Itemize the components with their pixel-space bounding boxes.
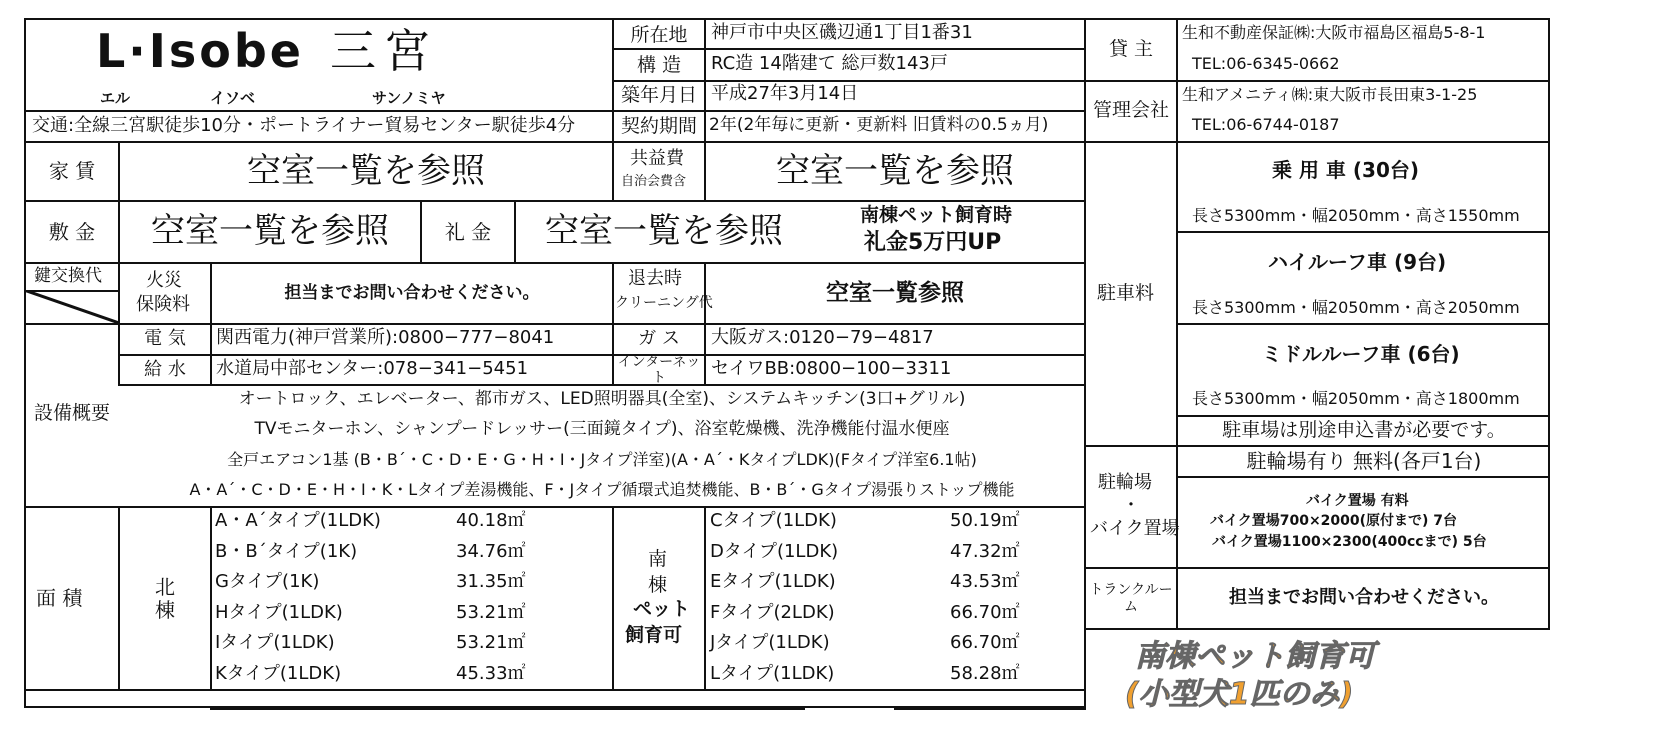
deposit-value: 空室一覧を参照 [151,211,389,252]
bike-label-2: ・ [1122,495,1140,516]
fire-insurance-label-2: 保険料 [136,294,190,315]
unit-area: 34.76㎡ [456,540,526,562]
unit-type: Dタイプ(1LDK) [710,540,839,562]
access-info: 交通:全線三宮駅徒歩10分・ポートライナー貿易センター駅徒歩4分 [32,115,576,136]
lessor-tel: TEL:06-6345-0662 [1192,54,1340,73]
divider [1176,323,1550,325]
bike-label-1: 駐輪場 [1098,472,1152,493]
facility-line-3: 全戸エアコン1基 (B・B´・C・D・E・G・H・I・Jタイプ洋室)(A・A´・KタイプLDK)(Fタイプ洋室6.1帖) [227,449,977,469]
facility-line-4: A・A´・C・D・E・H・I・K・Lタイプ差湯機能、F・Jタイプ循環式追焚機能、B・B´・Gタイプ湯張りストップ機能 [189,479,1015,499]
pet-note-line2: 礼金5万円UP [864,230,1002,255]
unit-type: Kタイプ(1LDK) [215,662,342,684]
divider [24,689,1086,691]
gas-label: ガ ス [638,328,680,350]
divider [210,506,212,690]
divider [1176,231,1550,233]
bicycle-value: 駐輪場有り 無料(各戸1台) [1246,449,1482,473]
south-label-3: ペット [633,598,691,620]
unit-area: 50.19㎡ [950,510,1020,531]
structure-value: RC造 14階建て 総戸数143戸 [711,53,948,74]
promo-line-2: (小型犬1匹のみ) [1125,677,1354,712]
pet-note-line1: 南棟ペット飼育時 [860,204,1013,226]
reading-isobe: イソベ [210,89,256,107]
common-fee-sublabel: 自治会費含 [621,174,687,189]
unit-type: B・B´タイプ(1K) [215,540,358,562]
trunk-room-label: トランクルーム [1089,582,1173,615]
electric-value: 関西電力(神戸営業所):0800−777−8041 [216,327,555,348]
fire-insurance-value: 担当までお問い合わせください。 [284,282,540,303]
divider [210,323,212,385]
middleroof-title: ミドルルーフ車 (6台) [1262,342,1460,366]
key-money-label: 礼 金 [444,219,492,244]
common-fee-value: 空室一覧を参照 [776,150,1014,191]
diagonal-line [24,290,119,324]
parking-label: 駐車料 [1097,282,1155,304]
building-name-kanji: 三宮 [330,24,438,78]
moto-line-2: バイク置場1100×2300(400ccまで) 5台 [1212,534,1487,550]
unit-area: 31.35㎡ [456,571,526,592]
divider [118,354,1086,356]
unit-type: Eタイプ(1LDK) [710,571,836,592]
rent-label: 家 賃 [48,159,96,183]
key-money-value: 空室一覧を参照 [545,211,783,251]
key-change-label: 鍵交換代 [34,266,102,286]
unit-type: A・A´タイプ(1LDK) [215,510,381,531]
internet-label: インターネット [617,353,701,386]
moto-title: バイク置場 有料 [1306,493,1409,509]
unit-area: 40.18㎡ [456,510,526,531]
divider [612,141,614,201]
gas-value: 大阪ガス:0120−79−4817 [711,327,934,348]
divider [210,708,805,710]
reading-sannomiya: サンノミヤ [372,89,446,107]
divider [1084,141,1550,143]
unit-area: 45.33㎡ [456,662,526,684]
contract-value: 2年(2年毎に更新・更新料 旧賃料の0.5ヵ月) [709,115,1049,135]
divider [612,110,1086,112]
manager-label: 管理会社 [1092,99,1169,122]
south-label-2: 棟 [648,574,668,596]
internet-value: セイワBB:0800−100−3311 [711,358,952,379]
unit-type: Hタイプ(1LDK) [215,601,343,623]
divider [24,110,614,112]
water-value: 水道局中部センター:078−341−5451 [216,358,529,379]
unit-area: 66.70㎡ [950,601,1020,623]
unit-type: Cタイプ(1LDK) [710,510,837,531]
south-label-4: 飼育可 [625,624,683,646]
facility-line-2: TVモニターホン、シャンプードレッサー(三面鏡タイプ)、浴室乾燥機、洗浄機能付温水便座 [254,419,950,440]
south-label-1: 南 [648,548,668,570]
divider [514,200,516,262]
unit-type: Lタイプ(1LDK) [710,662,835,684]
structure-label: 構 造 [636,54,682,77]
highroof-title: ハイルーフ車 (9台) [1268,250,1447,274]
lessor-label: 貸 主 [1108,38,1154,61]
parking-note: 駐車場は別途申込書が必要です。 [1222,419,1506,442]
unit-area: 47.32㎡ [950,540,1020,562]
unit-area: 58.28㎡ [950,662,1020,684]
bike-label-3: バイク置場 [1090,518,1180,539]
unit-type: Gタイプ(1K) [215,571,320,592]
car-title: 乗 用 車 (30台) [1272,158,1420,182]
facilities-label: 設備概要 [34,402,111,424]
divider [1176,476,1550,478]
lessor-value: 生和不動産保証㈱:大阪市福島区福島5-8-1 [1182,23,1486,42]
middleroof-size: 長さ5300mm・幅2050mm・高さ1800mm [1192,389,1520,408]
built-date-value: 平成27年3月14日 [711,83,859,104]
cleaning-label-2: クリーニング代 [615,295,713,311]
promo-line-1: 南棟ペット飼育可 [1135,639,1375,674]
manager-tel: TEL:06-6744-0187 [1192,115,1340,134]
unit-area: 66.70㎡ [950,632,1020,653]
divider [894,708,1086,710]
divider [704,323,706,385]
fire-insurance-label-1: 火災 [146,270,182,291]
manager-value: 生和アメニティ㈱:東大阪市長田東3-1-25 [1182,85,1478,104]
electric-label: 電 気 [144,328,186,350]
facility-line-1: オートロック、エレベーター、都市ガス、LED照明器具(全室)、システムキッチン(3口+グリル) [238,389,966,410]
common-fee-label: 共益費 [630,148,684,169]
unit-area: 43.53㎡ [950,571,1020,592]
trunk-room-value: 担当までお問い合わせください。 [1229,587,1499,609]
north-building-label: 北 棟 [155,574,175,622]
built-date-label: 築年月日 [620,84,697,107]
unit-area: 53.21㎡ [456,632,526,653]
water-label: 給 水 [144,358,186,380]
unit-area: 53.21㎡ [456,601,526,623]
deposit-label: 敷 金 [48,219,96,244]
highroof-size: 長さ5300mm・幅2050mm・高さ2050mm [1192,298,1520,317]
car-size: 長さ5300mm・幅2050mm・高さ1550mm [1192,206,1520,225]
cleaning-label-1: 退去時 [628,268,682,289]
address-label: 所在地 [630,24,688,47]
reading-el: エル [100,89,131,107]
unit-type: Iタイプ(1LDK) [215,632,335,653]
unit-type: Fタイプ(2LDK) [710,601,835,623]
building-name-latin: L·Isobe [96,24,305,78]
divider [612,262,614,323]
moto-line-1: バイク置場700×2000(原付まで) 7台 [1210,513,1458,529]
cleaning-value: 空室一覧参照 [826,280,964,307]
unit-type: Jタイプ(1LDK) [710,632,830,653]
divider [612,506,614,690]
divider [704,506,706,690]
address-value: 神戸市中央区磯辺通1丁目1番31 [711,22,973,43]
rent-value: 空室一覧を参照 [247,150,485,191]
contract-label: 契約期間 [620,115,697,138]
area-label: 面 積 [36,586,83,610]
